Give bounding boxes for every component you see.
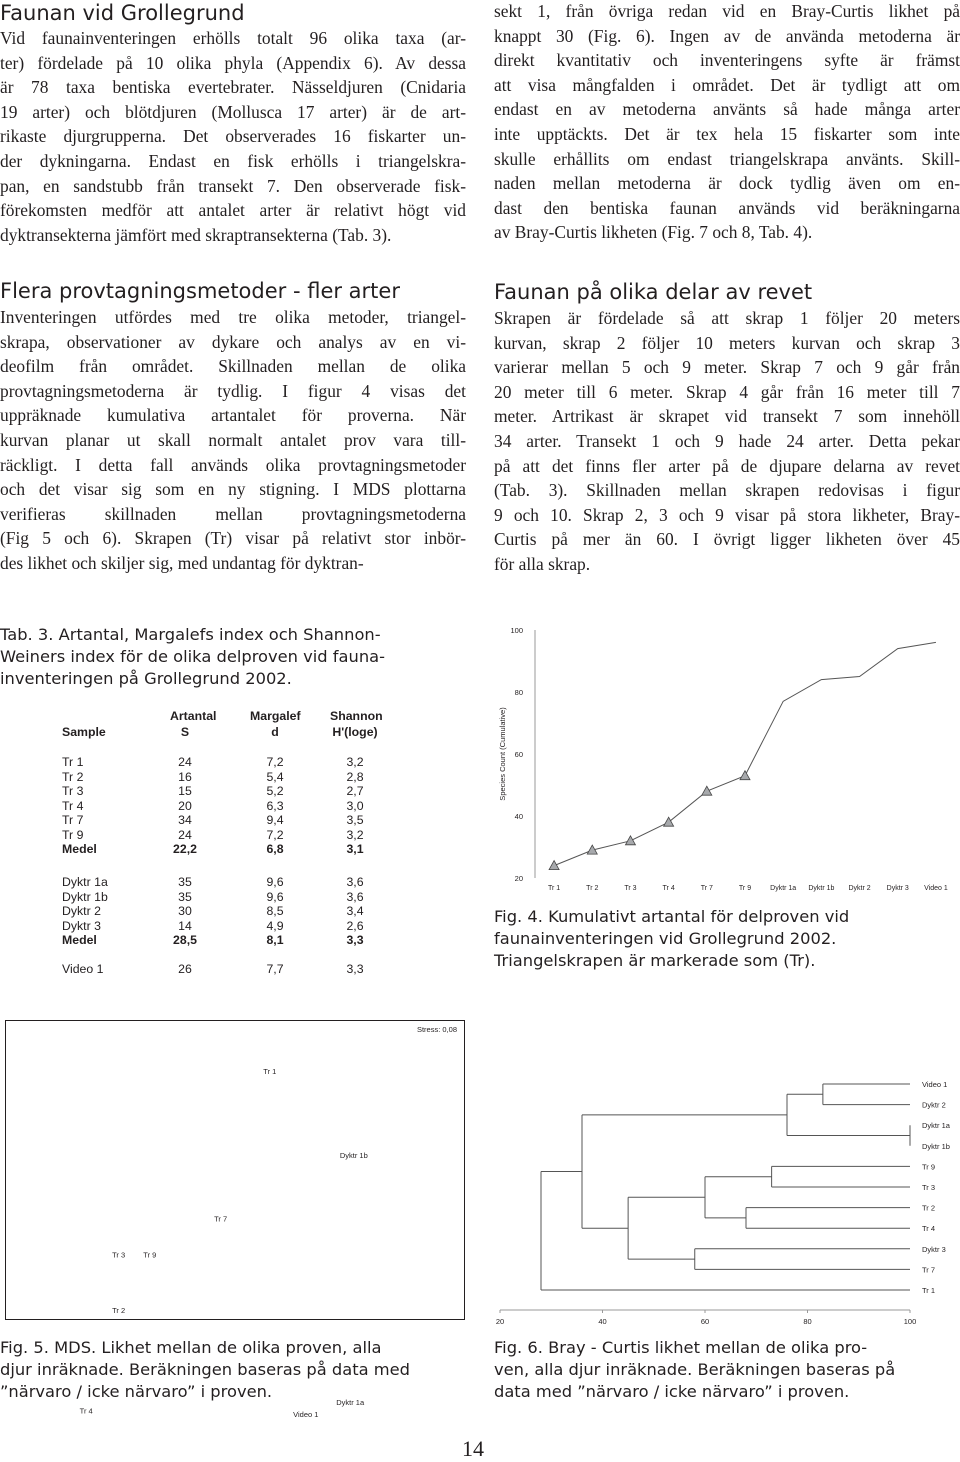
- y-tick-label: 40: [515, 812, 523, 821]
- text-line: förekomsten medför att antalet arter är relativt högt vid: [0, 198, 466, 223]
- x-tick-label: Tr 7: [701, 885, 713, 892]
- caption-line: [494, 1359, 960, 1381]
- text-line: för alla skrap.: [494, 552, 960, 577]
- table-cell: Dyktr 3: [62, 919, 101, 933]
- table-cell: 3,0: [330, 799, 380, 813]
- data-point-triangle: [664, 817, 674, 826]
- dendrogram-leaf-label: Dyktr 1b: [922, 1142, 950, 1151]
- table-cell: Sample: [62, 725, 106, 739]
- dendrogram-leaf-label: Video 1: [922, 1080, 947, 1089]
- page-number: 14: [462, 1436, 484, 1462]
- data-point-triangle: [702, 786, 712, 795]
- text-line: Inventeringen utfördes med tre olika metoder, triangel-: [0, 305, 466, 330]
- text-line: direkt kvantitativ och inventeringens syfte är främst: [494, 48, 960, 73]
- text-line: inte upptäckts. Det är tex hela 15 fiskarter som inte: [494, 122, 960, 147]
- text-line: uppräknade kumulativa artantalet för proverna. När: [0, 403, 466, 428]
- caption-text: Weiners index för de olika delproven vid fauna-: [0, 647, 385, 666]
- table-cell: 3,5: [330, 813, 380, 827]
- caption-line: [494, 950, 960, 972]
- caption-text: djur inräknade. Beräkningen baseras på data med: [0, 1360, 410, 1379]
- text-line: (Fig 5 och 6). Skrapen (Tr) visar på relativt stor inbör-: [0, 526, 466, 551]
- x-tick-label: Dyktr 2: [848, 885, 870, 892]
- text-line: naden mellan metoderna är dock tydlig även om en-: [494, 171, 960, 196]
- mds-point-label: Tr 7: [214, 1215, 227, 1224]
- table-cell: 6,8: [250, 842, 300, 856]
- table-cell: 7,2: [250, 755, 300, 769]
- text-line: är 78 taxa bentiska evertebrater. Nässeldjuren (Cnidaria: [0, 75, 466, 100]
- mds-point-label: Tr 2: [112, 1306, 125, 1315]
- table-cell: 35: [170, 875, 200, 889]
- caption-label: Fig. 5.: [0, 1338, 49, 1357]
- table-cell: Tr 4: [62, 799, 83, 813]
- text-line: 19 arter) och blötdjuren (Mollusca 17 arter) är de art-: [0, 100, 466, 125]
- table-cell: H'(loge): [330, 725, 380, 739]
- text-line: och det visar sig som en ny stigning. I MDS plottarna: [0, 477, 466, 502]
- text-line: varierar mellan 5 och 9 meter. Skrap 7 och 9 går från: [494, 355, 960, 380]
- table-cell: Tr 1: [62, 755, 83, 769]
- caption-text: Kumulativt artantal för delproven vid: [543, 907, 849, 926]
- y-tick-label: 100: [510, 626, 523, 635]
- x-tick-label: 100: [904, 1317, 917, 1326]
- text-line: Skrapen är fördelade så att skrap 1 följer 20 meters: [494, 306, 960, 331]
- table-cell: 9,6: [250, 890, 300, 904]
- table-cell: 20: [170, 799, 200, 813]
- section-heading-methods: Flera provtagningsmetoder - fler arter: [0, 278, 400, 304]
- caption-line: [0, 1359, 470, 1381]
- fig6-svg: [490, 1072, 960, 1332]
- caption-text: faunainventeringen vid Grollegrund 2002.: [494, 929, 836, 948]
- x-tick-label: 20: [496, 1317, 504, 1326]
- table-cell: 24: [170, 755, 200, 769]
- table-cell: Medel: [62, 842, 97, 856]
- table-cell: Dyktr 2: [62, 904, 101, 918]
- dendrogram-leaf-label: Tr 1: [922, 1286, 935, 1295]
- caption-text: ”närvaro / icke närvaro” i proven.: [0, 1382, 272, 1401]
- text-line: knappt 30 (Fig. 6). Ingen av de använda metoderna är: [494, 24, 960, 49]
- text-line: 34 arter. Transekt 1 och 9 hade 24 arter. Detta pekar: [494, 429, 960, 454]
- table-row: [60, 813, 380, 828]
- mds-point-label: Tr 4: [80, 1407, 93, 1416]
- caption-line: [0, 646, 470, 668]
- fig4-svg: [490, 620, 960, 900]
- table-cell: 2,8: [330, 770, 380, 784]
- fig5-mds: [5, 1020, 465, 1320]
- table-header-row: [60, 709, 380, 724]
- x-tick-label: Tr 3: [624, 885, 636, 892]
- fig6-caption: [494, 1337, 960, 1403]
- x-tick-label: 60: [701, 1317, 709, 1326]
- table-cell: 9,6: [250, 875, 300, 889]
- text-line: att visa mångfalden i området. Det är tydligt att om: [494, 73, 960, 98]
- fig4-chart: [490, 620, 960, 900]
- x-tick-label: 80: [803, 1317, 811, 1326]
- x-tick-label: Dyktr 3: [887, 885, 909, 892]
- series-line: [554, 642, 936, 865]
- caption-text: Triangelskrapen är markerade som (Tr).: [494, 951, 815, 970]
- dendrogram-leaf-label: Dyktr 3: [922, 1245, 946, 1254]
- text-line: räckligt. I detta fall används olika provtagningsmetoder: [0, 453, 466, 478]
- text-line: provtagningsmetoderna är tydlig. I figur 4 visas det: [0, 379, 466, 404]
- text-line: av Bray-Curtis likheten (Fig. 7 och 8, Tab. 4).: [494, 220, 960, 245]
- table-cell: 5,4: [250, 770, 300, 784]
- table-cell: 3,2: [330, 755, 380, 769]
- table-row: [60, 904, 380, 919]
- table-cell: 26: [170, 962, 200, 976]
- caption-text: Artantal, Margalefs index och Shannon-: [53, 625, 380, 644]
- table-row: [60, 962, 380, 977]
- mds-point-label: Tr 3: [112, 1251, 125, 1260]
- table-cell: Tr 3: [62, 784, 83, 798]
- mds-point-label: Dyktr 1a: [336, 1398, 365, 1407]
- section-heading-faunan: Faunan vid Grollegrund: [0, 0, 245, 26]
- table-cell: 30: [170, 904, 200, 918]
- table-cell: 9,4: [250, 813, 300, 827]
- text-line: dyktransekterna jämfört med skraptransekterna (Tab. 3).: [0, 223, 466, 248]
- table-cell: Shannon: [330, 709, 380, 723]
- dendrogram-leaf-label: Dyktr 2: [922, 1101, 946, 1110]
- caption-line: [0, 1381, 470, 1403]
- text-line: endast en av metoderna använts så hade många arter: [494, 97, 960, 122]
- paragraph-methods: [0, 305, 466, 576]
- text-line: rikaste djurgrupperna. Det observerades 16 fiskarter un-: [0, 124, 466, 149]
- table-cell: 34: [170, 813, 200, 827]
- table-row: [60, 890, 380, 905]
- caption-line: [494, 928, 960, 950]
- table-cell: 6,3: [250, 799, 300, 813]
- caption-line: [494, 1381, 960, 1403]
- dendrogram-leaf-label: Tr 4: [922, 1224, 935, 1233]
- x-tick-label: Tr 4: [663, 885, 675, 892]
- fig5-svg: [5, 1020, 465, 1320]
- data-point-triangle: [549, 861, 559, 870]
- table-mean-row: [60, 933, 380, 948]
- text-line: der dykningarna. Endast en fisk erhölls i triangelskra-: [0, 149, 466, 174]
- caption-label: Tab. 3.: [0, 625, 53, 644]
- caption-text: ven, alla djur inräknade. Beräkningen baseras på: [494, 1360, 895, 1379]
- x-tick-label: Tr 9: [739, 885, 751, 892]
- table-row: [60, 875, 380, 890]
- table-cell: 2,6: [330, 919, 380, 933]
- table-cell: 3,6: [330, 875, 380, 889]
- table-cell: 8,1: [250, 933, 300, 947]
- caption-line: [494, 906, 960, 928]
- table-cell: 3,3: [330, 962, 380, 976]
- table-cell: 24: [170, 828, 200, 842]
- table-cell: 3,4: [330, 904, 380, 918]
- section-heading-reef: Faunan på olika delar av revet: [494, 279, 812, 305]
- text-line: meter. Artrikast är skrapet vid transekt 7 som innehöll: [494, 404, 960, 429]
- table-header-row: [60, 725, 380, 740]
- dendrogram-leaf-label: Dyktr 1a: [922, 1121, 951, 1130]
- fig6-dendrogram: [490, 1072, 960, 1332]
- table-row: [60, 784, 380, 799]
- data-point-triangle: [740, 771, 750, 780]
- table-cell: 14: [170, 919, 200, 933]
- text-line: Vid faunainventeringen erhölls totalt 96 olika taxa (ar-: [0, 26, 466, 51]
- table-cell: 16: [170, 770, 200, 784]
- fig4-caption: [494, 906, 960, 972]
- table-cell: 22,2: [170, 842, 200, 856]
- table-cell: 7,7: [250, 962, 300, 976]
- caption-text: MDS. Likhet mellan de olika proven, alla: [49, 1338, 382, 1357]
- dendrogram-leaf-label: Tr 7: [922, 1265, 935, 1274]
- table-cell: d: [250, 725, 300, 739]
- table-cell: Tr 2: [62, 770, 83, 784]
- table-row: [60, 770, 380, 785]
- table-cell: Tr 7: [62, 813, 83, 827]
- plot-frame: [6, 1021, 465, 1320]
- table-cell: Dyktr 1a: [62, 875, 108, 889]
- mds-point-label: Dyktr 1b: [340, 1151, 368, 1160]
- caption-text: Bray - Curtis likhet mellan de olika pro-: [543, 1338, 867, 1357]
- text-line: på att det finns fler arter på de djupare delarna av revet: [494, 454, 960, 479]
- text-line: (Tab. 3). Skillnaden mellan skrapen redovisas i figur: [494, 478, 960, 503]
- y-tick-label: 60: [515, 750, 523, 759]
- x-tick-label: Tr 1: [548, 885, 560, 892]
- table-cell: 3,6: [330, 890, 380, 904]
- paragraph-continued: [494, 0, 960, 245]
- table-cell: 3,1: [330, 842, 380, 856]
- table-row: [60, 755, 380, 770]
- table-cell: 8,5: [250, 904, 300, 918]
- text-line: dast den bentiska faunan används vid beräkningarna: [494, 196, 960, 221]
- text-line: skulle erhållits om endast triangelskrapa använts. Skill-: [494, 147, 960, 172]
- caption-line: [0, 1337, 470, 1359]
- mds-point-label: Video 1: [293, 1410, 318, 1419]
- table-cell: Tr 9: [62, 828, 83, 842]
- x-tick-label: Dyktr 1a: [770, 885, 796, 892]
- caption-label: Fig. 4.: [494, 907, 543, 926]
- data-point-triangle: [625, 836, 635, 845]
- text-line: 9 och 10. Skrap 2, 3 och 9 visar på stora likheter, Bray-: [494, 503, 960, 528]
- text-line: des likhet och skiljer sig, med undantag för dyktran-: [0, 551, 466, 576]
- dendrogram-leaf-label: Tr 2: [922, 1204, 935, 1213]
- paragraph-reef: [494, 306, 960, 577]
- table3: [60, 705, 380, 975]
- caption-line: [0, 668, 470, 690]
- table3-caption: [0, 624, 470, 690]
- mds-point-label: Tr 9: [143, 1251, 156, 1260]
- y-tick-label: 80: [515, 688, 523, 697]
- text-line: verifieras skillnaden mellan provtagningsmetoderna: [0, 502, 466, 527]
- table-row: [60, 799, 380, 814]
- table-cell: 3,2: [330, 828, 380, 842]
- caption-text: inventeringen på Grollegrund 2002.: [0, 669, 292, 688]
- table-cell: 7,2: [250, 828, 300, 842]
- table-cell: 35: [170, 890, 200, 904]
- text-line: kurvan planar ut skall normalt antalet prov vara till-: [0, 428, 466, 453]
- table-mean-row: [60, 842, 380, 857]
- y-tick-label: 20: [515, 874, 523, 883]
- caption-line: [0, 624, 470, 646]
- text-line: pan, en sandstubb från transekt 7. Den observerade fisk-: [0, 174, 466, 199]
- table-cell: Artantal: [170, 709, 200, 723]
- x-tick-label: Tr 2: [586, 885, 598, 892]
- caption-text: data med ”närvaro / icke närvaro” i proven.: [494, 1382, 849, 1401]
- text-line: skrapa, observationer av dykare och analys av en vi-: [0, 330, 466, 355]
- table-cell: Dyktr 1b: [62, 890, 108, 904]
- paragraph-fauna-intro: [0, 26, 466, 247]
- x-tick-label: 40: [598, 1317, 606, 1326]
- table-row: [60, 919, 380, 934]
- table-cell: 28,5: [170, 933, 200, 947]
- fig5-caption: [0, 1337, 470, 1403]
- table-cell: Medel: [62, 933, 97, 947]
- y-axis-label: Species Count (Cumulative): [498, 707, 507, 801]
- x-tick-label: Video 1: [924, 885, 948, 892]
- table-cell: 4,9: [250, 919, 300, 933]
- table-cell: Margalef: [250, 709, 300, 723]
- text-line: 20 meter till 6 meter. Skrap 4 går från 16 meter till 7: [494, 380, 960, 405]
- text-line: deofilm från området. Skillnaden mellan de olika: [0, 354, 466, 379]
- dendrogram-leaf-label: Tr 3: [922, 1183, 935, 1192]
- text-line: Curtis på mer än 60. I övrigt ligger likheten över 45: [494, 527, 960, 552]
- caption-label: Fig. 6.: [494, 1338, 543, 1357]
- table-cell: 15: [170, 784, 200, 798]
- table-cell: 2,7: [330, 784, 380, 798]
- text-line: ter) fördelade på 10 olika phyla (Appendix 6). Av dessa: [0, 51, 466, 76]
- stress-label: Stress: 0,08: [417, 1025, 457, 1034]
- table-cell: 3,3: [330, 933, 380, 947]
- dendrogram-leaf-label: Tr 9: [922, 1162, 935, 1171]
- table-cell: S: [170, 725, 200, 739]
- text-line: kurvan, skrap 2 följer 10 meters kurvan och skrap 3: [494, 331, 960, 356]
- mds-point-label: Tr 1: [263, 1067, 276, 1076]
- x-tick-label: Dyktr 1b: [808, 885, 834, 892]
- text-line: sekt 1, från övriga redan vid en Bray-Curtis likhet på: [494, 0, 960, 24]
- caption-line: [494, 1337, 960, 1359]
- table-row: [60, 828, 380, 843]
- table-cell: Video 1: [62, 962, 103, 976]
- table-cell: 5,2: [250, 784, 300, 798]
